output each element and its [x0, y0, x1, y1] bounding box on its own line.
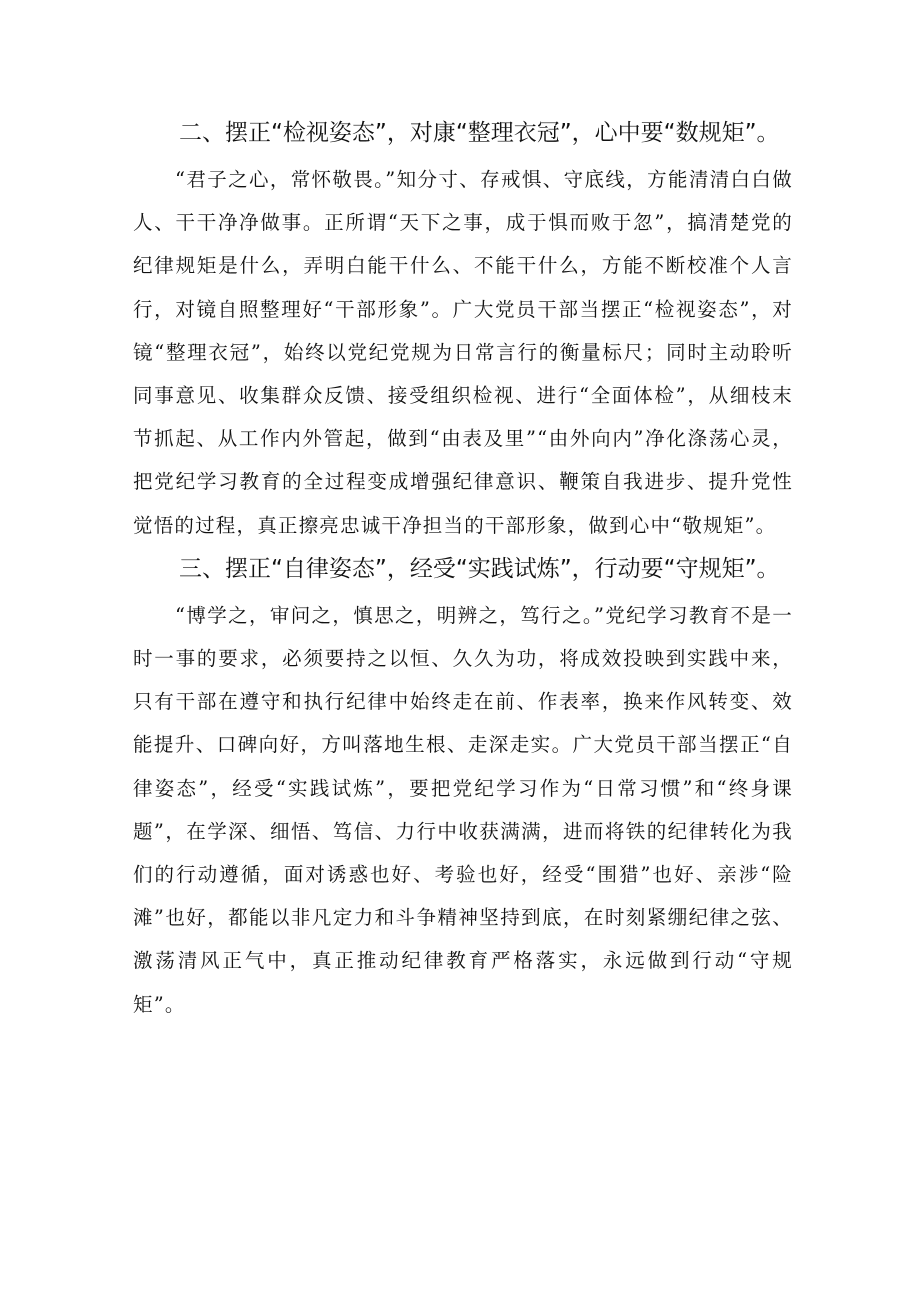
document-body — [133, 112, 793, 1026]
section-heading-2: 二、摆正“检视姿态”，对康“整理衣冠”，心中要“数规矩”。 — [179, 120, 780, 146]
section-heading-3: 三、摆正“自律姿态”，经受“实践试炼”，行动要“守规矩”。 — [179, 555, 780, 582]
section-paragraph-3: “博学之，审问之，慎思之，明辨之，笃行之。”党纪学习教育不是一时一事的要求，必须要持之以恒、久久为功，将成效投映到实践中来，只有干部在遵守和执行纪律中始终走在前、作表率，换来作风转变、效能提升、口碑向好，方叫落地生根、走深走实。广大党员干部当摆正“自律姿态”，经受“实践试炼”，要把党纪学习作为“日常习惯”和“终身课题”，在学深、细悟、笃信、力行中收获满满，进而将铁的纪律转化为我们的行动遵循，面对诱惑也好、考验也好，经受“围猎”也好、亲涉“险滩”也好，都能以非凡定力和斗争精神坚持到底，在时刻紧绷纪律之弦、激荡清风正气中，真正推动纪律教育严格落实，永远做到行动“守规矩”。 — [133, 603, 793, 1016]
section-paragraph-2: “君子之心，常怀敬畏。”知分寸、存戒惧、守底线，方能清清白白做人、干干净净做事。正所谓“天下之事，成于惧而败于忽”，搞清楚党的纪律规矩是什么，弄明白能干什么、不能干什么，方能不断校准个人言行，对镜自照整理好“干部形象”。广大党员干部当摆正“检视姿态”，对镜“整理衣冠”，始终以党纪党规为日常言行的衡量标尺；同时主动聆听同事意见、收集群众反馈、接受组织检视、进行“全面体检”，从细枝末节抓起、从工作内外管起，做到“由表及里”“由外向内”净化涤荡心灵，把党纪学习教育的全过程变成增强纪律意识、鞭策自我进步、提升党性觉悟的过程，真正擦亮忠诚干净担当的干部形象，做到心中“敬规矩”。 — [133, 168, 793, 537]
